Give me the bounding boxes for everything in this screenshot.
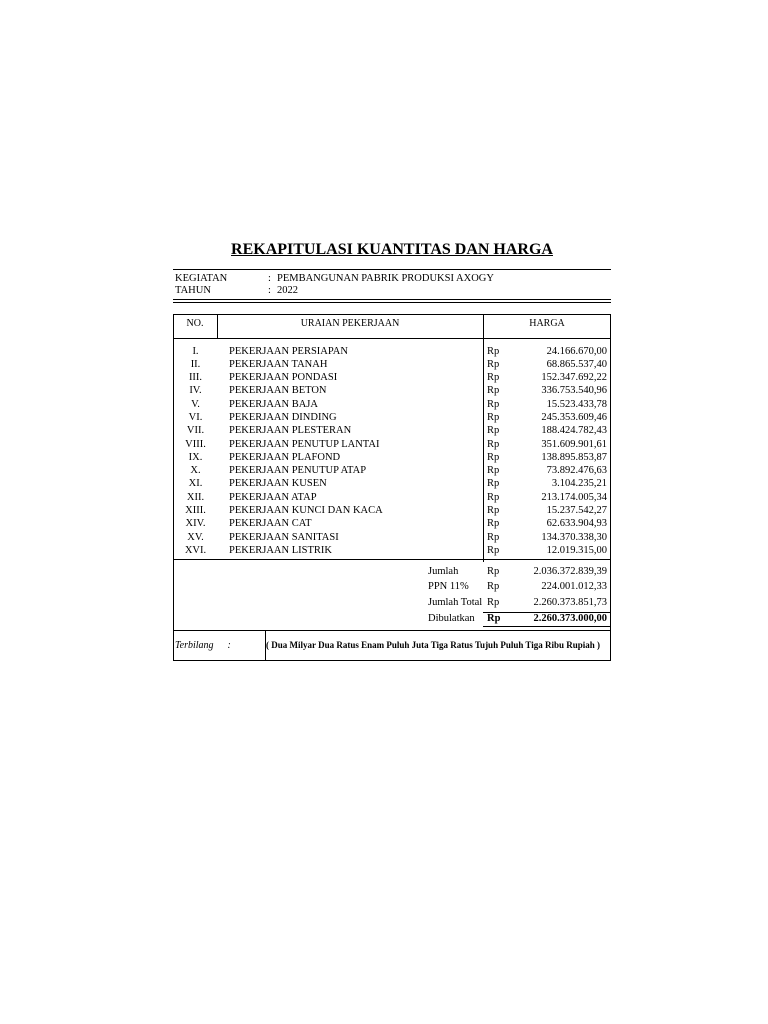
row-amount: 15.523.433,78 (546, 399, 607, 410)
row-description: PEKERJAAN PERSIAPAN (229, 346, 348, 357)
table-row (173, 544, 611, 557)
table-row (173, 411, 611, 424)
row-description: PEKERJAAN PONDASI (229, 372, 338, 383)
row-amount: 188.424.782,43 (541, 425, 607, 436)
summary-amount: 2.260.373.851,73 (533, 597, 607, 608)
row-number: V. (191, 399, 200, 410)
row-currency: Rp (487, 545, 500, 556)
row-amount: 213.174.005,34 (541, 492, 607, 503)
info-label: TAHUN (175, 285, 211, 296)
row-currency: Rp (487, 465, 500, 476)
row-description: PEKERJAAN DINDING (229, 412, 337, 423)
row-currency: Rp (487, 425, 500, 436)
summary-label: Jumlah Total (428, 597, 483, 608)
row-number: IX. (188, 452, 203, 463)
row-number: XIV. (185, 518, 206, 529)
header-no: NO. (186, 318, 204, 329)
row-number: XVI. (184, 545, 207, 556)
row-currency: Rp (487, 478, 500, 489)
table-row (173, 424, 611, 437)
row-description: PEKERJAAN KUNCI DAN KACA (229, 505, 383, 516)
row-amount: 134.370.338,30 (541, 532, 607, 543)
row-currency: Rp (487, 372, 500, 383)
row-number: XII. (186, 492, 205, 503)
header-description: URAIAN PEKERJAAN (300, 318, 400, 329)
table-row (173, 398, 611, 411)
row-number: XI. (188, 478, 203, 489)
row-amount: 152.347.692,22 (541, 372, 607, 383)
info-separator: : (268, 285, 271, 296)
table-row (173, 358, 611, 371)
row-description: PEKERJAAN BETON (229, 385, 327, 396)
header-bottom-line (173, 338, 611, 339)
row-amount: 351.609.901,61 (541, 439, 607, 450)
row-number: X. (190, 465, 201, 476)
summary-currency: Rp (487, 597, 500, 608)
table-row (173, 438, 611, 451)
row-currency: Rp (487, 412, 500, 423)
row-number: I. (192, 346, 199, 357)
items-bottom-line (173, 559, 611, 560)
row-amount: 73.892.476,63 (546, 465, 607, 476)
row-description: PEKERJAAN BAJA (229, 399, 318, 410)
row-currency: Rp (487, 439, 500, 450)
rounded-bottom-line (483, 626, 611, 627)
row-currency: Rp (487, 518, 500, 529)
row-description: PEKERJAAN PENUTUP LANTAI (229, 439, 380, 450)
terbilang-value: ( Dua Milyar Dua Ratus Enam Puluh Juta Tiga Ratus Tujuh Puluh Tiga Ribu Rupiah ) (266, 640, 601, 650)
summary-rounded (173, 612, 611, 626)
divider-double-2 (173, 302, 611, 303)
table-row (173, 531, 611, 544)
summary-bottom-line (173, 630, 611, 631)
row-currency: Rp (487, 385, 500, 396)
row-amount: 3.104.235,21 (551, 478, 607, 489)
row-currency: Rp (487, 346, 500, 357)
row-amount: 12.019.315,00 (546, 545, 607, 556)
row-description: PEKERJAAN ATAP (229, 492, 317, 503)
summary-label: PPN 11% (428, 581, 469, 592)
info-label: KEGIATAN (175, 273, 228, 284)
row-number: XV. (187, 532, 204, 543)
row-number: VI. (188, 412, 203, 423)
summary-total (173, 596, 611, 610)
summary-amount: 2.260.373.000,00 (533, 613, 607, 624)
terbilang-label-text: Terbilang (175, 640, 214, 651)
table-row (173, 464, 611, 477)
row-amount: 62.633.904,93 (546, 518, 607, 529)
row-number: II. (190, 359, 201, 370)
row-description: PEKERJAAN LISTRIK (229, 545, 332, 556)
table-row (173, 451, 611, 464)
row-currency: Rp (487, 452, 500, 463)
row-amount: 245.353.609,46 (541, 412, 607, 423)
summary-label: Dibulatkan (428, 613, 475, 624)
table-row (173, 371, 611, 384)
row-description: PEKERJAAN KUSEN (229, 478, 327, 489)
terbilang-separator: : (227, 640, 231, 651)
row-currency: Rp (487, 532, 500, 543)
document-title: REKAPITULASI KUANTITAS DAN HARGA (231, 241, 553, 258)
divider-top (173, 269, 611, 270)
info-value: PEMBANGUNAN PABRIK PRODUKSI AXOGY (277, 273, 494, 284)
row-description: PEKERJAAN PLAFOND (229, 452, 341, 463)
row-amount: 15.237.542,27 (546, 505, 607, 516)
summary-label: Jumlah (428, 566, 459, 577)
table-row (173, 384, 611, 397)
summary-subtotal (173, 565, 611, 579)
row-currency: Rp (487, 505, 500, 516)
row-currency: Rp (487, 399, 500, 410)
row-number: IV. (189, 385, 202, 396)
row-number: VIII. (185, 439, 206, 450)
summary-currency: Rp (487, 613, 501, 624)
summary-currency: Rp (487, 581, 500, 592)
row-amount: 24.166.670,00 (546, 346, 607, 357)
row-description: PEKERJAAN SANITASI (229, 532, 339, 543)
info-value: 2022 (277, 285, 298, 296)
row-number: III. (188, 372, 203, 383)
row-amount: 336.753.540,96 (541, 385, 607, 396)
summary-currency: Rp (487, 566, 500, 577)
row-description: PEKERJAAN PLESTERAN (229, 425, 352, 436)
table-row (173, 345, 611, 358)
table-row (173, 504, 611, 517)
row-currency: Rp (487, 359, 500, 370)
table-row (173, 477, 611, 490)
table-row (173, 491, 611, 504)
row-number: XIII. (185, 505, 206, 516)
summary-amount: 2.036.372.839,39 (533, 566, 607, 577)
header-price: HARGA (529, 318, 565, 329)
row-amount: 138.895.853,87 (541, 452, 607, 463)
summary-amount: 224.001.012,33 (541, 581, 607, 592)
terbilang-label (175, 640, 231, 651)
row-description: PEKERJAAN PENUTUP ATAP (229, 465, 367, 476)
info-separator: : (268, 273, 271, 284)
divider-double-1 (173, 299, 611, 300)
table-row (173, 517, 611, 530)
row-amount: 68.865.537,40 (546, 359, 607, 370)
row-currency: Rp (487, 492, 500, 503)
row-number: VII. (186, 425, 205, 436)
row-description: PEKERJAAN TANAH (229, 359, 328, 370)
summary-tax (173, 580, 611, 594)
row-description: PEKERJAAN CAT (229, 518, 312, 529)
